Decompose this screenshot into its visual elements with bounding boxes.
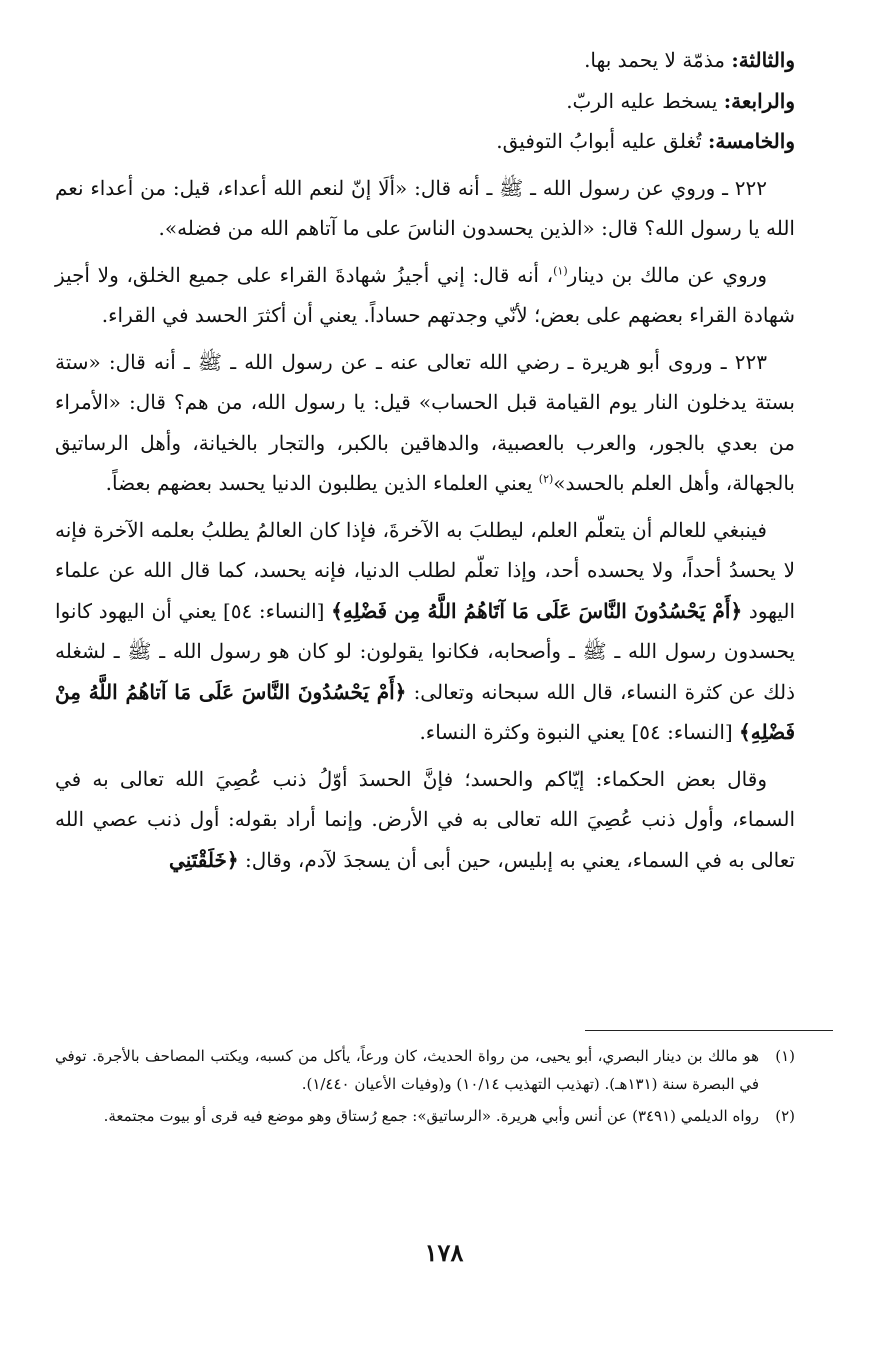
hadith-text: يعني العلماء الذين يطلبون الدنيا يحسد بعضهم بعضاً.	[105, 471, 539, 495]
hadith-text: ـ وروى أبو هريرة ـ رضي الله تعالى عنه ـ عن رسول الله ـ ﷺ ـ أنه قال: «ستة بستة يدخلون النار يوم القيامة قبل الحساب» قيل: يا رسول الله، من هم؟ قال: «الأمراء من بعدي بالجور، والعرب بالعصبية، والدهاقين بالكبر، والتجار بالخيانة، وأهل الرساتيق بالجهالة، وأهل العلم بالحسد»	[55, 349, 795, 495]
paragraph-text: يعني النبوة وكثرة النساء.	[419, 720, 626, 744]
list-label: والثالثة:	[731, 48, 795, 72]
page-number: ١٧٨	[424, 1238, 464, 1267]
list-item-fifth	[55, 121, 795, 162]
list-item-fourth	[55, 81, 795, 122]
paragraph-text: فينبغي للعالم أن يتعلّم العلم، ليطلبَ به الآخرةَ، فإذا كان العالمُ يطلبُ بعلمه الآخرة فإنه لا يحسدُ أحداً، ولا يحسده أحد، وإذا تعلّم لطلب الدنيا، فإنه يحسد، كما قال الله عن علماء اليهود	[55, 517, 795, 623]
footnote-number: (٢)	[775, 1107, 795, 1125]
paragraph-text: وروي عن مالك بن دينار	[567, 262, 768, 287]
footnote-text: هو مالك بن دينار البصري، أبو يحيى، من رواة الحديث، كان ورعاً، يأكل من كسبه، ويكتب المصاحف بالأجرة. توفي في البصرة سنة (١٣١هـ). (تهذيب التهذيب ١٠/١٤) و(وفيات الأعيان ١/٤٤٠).	[55, 1047, 759, 1093]
hadith-number: ٢٢٣	[734, 349, 767, 374]
verse-reference: [النساء: ٥٤]	[216, 598, 332, 623]
paragraph-hadith-222	[55, 168, 795, 249]
list-text: تُغلق عليه أبوابُ التوفيق.	[496, 129, 702, 153]
hadith-text: ـ وروي عن رسول الله ـ ﷺ ـ أنه قال: «ألَا إنّ لنعم الله أعداء، قيل: من أعداء نعم الله يا رسول الله؟ قال: «الذين يحسدون الناسَ على ما آتاهم الله من فضله».	[55, 175, 795, 240]
footnote-divider	[585, 1030, 833, 1031]
quran-verse: ﴿خَلَقْتَنِي	[169, 847, 239, 872]
paragraph-text: يعني أن اليهود كانوا يحسدون رسول الله ـ ﷺ ـ وأصحابه، فكانوا يقولون: لو كان هو رسول الله ـ ﷺ ـ لشغله ذلك عن كثرة النساء، قال الله سبحانه وتعالى:	[55, 598, 795, 704]
quran-verse: ﴿أَمْ يَحْسُدُونَ النَّاسَ عَلَى مَا آتَاهُمُ اللَّهُ مِن فَضْلِهِ﴾	[331, 598, 743, 623]
paragraph-hadith-223	[55, 342, 795, 504]
paragraph-scholar	[55, 510, 795, 753]
paragraph-malik	[55, 255, 795, 336]
footnotes	[55, 1042, 795, 1134]
paragraph-text: وقال بعض الحكماء: إيّاكم والحسد؛ فإنَّ الحسدَ أوّلُ ذنب عُصِيَ الله تعالى به في السماء، وأول ذنب عُصِيَ الله تعالى به في الأرض. وإنما أراد بقوله: أول ذنب عصي الله تعالى به في السماء، يعني به إبليس، حين أبى أن يسجدَ لآدم، وقال:	[55, 766, 795, 872]
footnote-2	[55, 1102, 795, 1130]
page-body	[55, 40, 795, 880]
paragraph-wise	[55, 759, 795, 881]
list-label: والخامسة:	[708, 129, 795, 153]
quran-verse: ﴿أَمْ يَحْسُدُونَ النَّاسَ عَلَى مَا آتاهُمُ اللَّهُ مِنْ فَضْلِهِ﴾	[55, 679, 795, 744]
footnote-ref: (١)	[553, 263, 568, 277]
list-label: والرابعة:	[723, 88, 795, 113]
main-text	[55, 40, 795, 880]
verse-reference: [النساء: ٥٤]	[625, 720, 740, 744]
footnote-text: رواه الديلمي (٣٤٩١) عن أنس وأبي هريرة. «الرساتيق»: جمع رُستاق وهو موضع فيه قرى أو بيوت مجتمعة.	[103, 1107, 759, 1125]
hadith-number: ٢٢٢	[734, 175, 767, 200]
footnote-1	[55, 1042, 795, 1098]
footnote-number: (١)	[775, 1047, 795, 1065]
list-text: مذمّة لا يحمد بها.	[584, 48, 725, 72]
list-item-third	[55, 40, 795, 81]
list-text: يسخط عليه الربّ.	[566, 88, 718, 113]
paragraph-text: ، أنه قال: إني أجيزُ شهادةَ القراء على جميع الخلق، ولا أجيز شهادة القراء بعضهم على بعض؛ لأنّي وجدتهم حساداً. يعني أن أكثرَ الحسد في القراء.	[55, 262, 795, 327]
footnote-ref: (٢)	[538, 472, 554, 486]
